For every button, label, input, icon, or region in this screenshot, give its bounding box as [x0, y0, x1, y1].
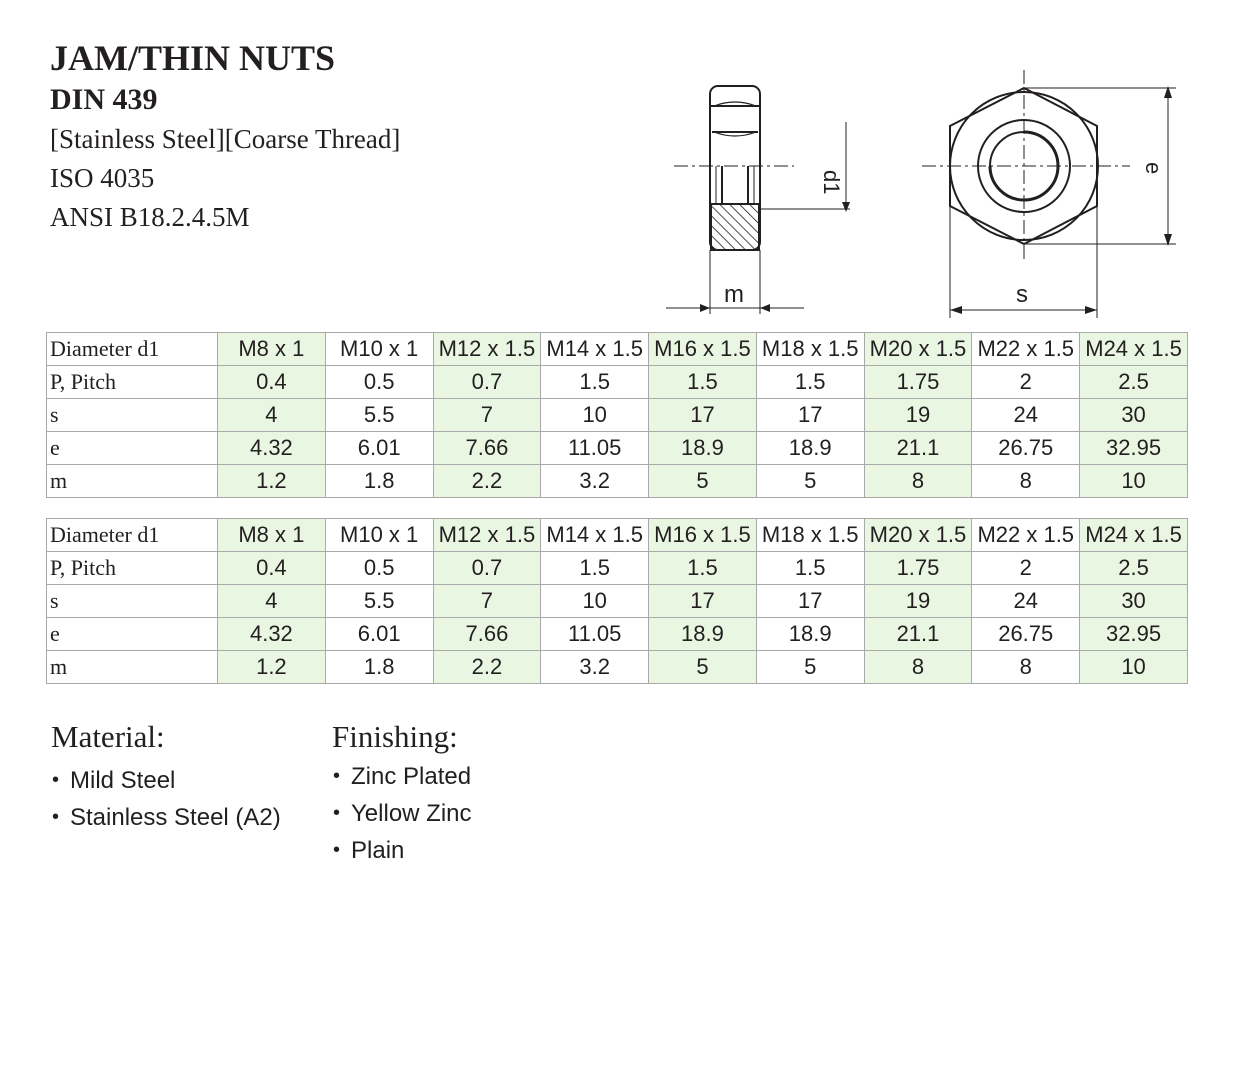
table-cell: 4 [218, 585, 326, 618]
table-cell: 32.95 [1080, 618, 1188, 651]
nut-front-view [922, 70, 1176, 318]
table-cell: 24 [972, 399, 1080, 432]
table-cell: M22 x 1.5 [972, 519, 1080, 552]
table-cell: 7.66 [433, 432, 541, 465]
nut-technical-drawing [660, 66, 1190, 322]
table-cell: 6.01 [325, 432, 433, 465]
table-cell: 1.2 [218, 465, 326, 498]
table-cell: M20 x 1.5 [864, 519, 972, 552]
finishing-heading: Finishing: [332, 719, 458, 754]
table-cell: M8 x 1 [218, 333, 326, 366]
table-cell: 10 [541, 399, 649, 432]
table-cell: 3.2 [541, 651, 649, 684]
table-cell: M18 x 1.5 [756, 333, 864, 366]
label-e: e [1141, 162, 1166, 175]
table-cell: M22 x 1.5 [972, 333, 1080, 366]
table-cell: 1.8 [325, 465, 433, 498]
table-cell: M10 x 1 [325, 333, 433, 366]
table-cell: 3.2 [541, 465, 649, 498]
table-cell: 2.5 [1080, 366, 1188, 399]
row-label: m [47, 465, 218, 498]
table-cell: 18.9 [756, 618, 864, 651]
table-cell: 19 [864, 399, 972, 432]
bullet-icon: • [52, 769, 60, 791]
table-cell: 5 [649, 465, 757, 498]
label-m: m [724, 281, 744, 308]
row-label: s [47, 585, 218, 618]
table-row [47, 432, 1188, 465]
table-cell: 4.32 [218, 618, 326, 651]
material-thread-line: [Stainless Steel][Coarse Thread] [50, 124, 401, 154]
table-cell: 0.7 [433, 552, 541, 585]
table-cell: M12 x 1.5 [433, 519, 541, 552]
table-cell: 1.5 [541, 552, 649, 585]
table-cell: M16 x 1.5 [649, 333, 757, 366]
table-cell: 17 [756, 585, 864, 618]
table-cell: 5.5 [325, 399, 433, 432]
table-cell: 10 [541, 585, 649, 618]
table-cell: 8 [972, 651, 1080, 684]
list-item: • Plain [332, 832, 472, 869]
table-cell: 5 [756, 465, 864, 498]
table-row [47, 399, 1188, 432]
list-item: • Zinc Plated [332, 758, 472, 795]
table-cell: 18.9 [649, 432, 757, 465]
row-label: s [47, 399, 218, 432]
finishing-list [332, 758, 472, 869]
table-cell: 2.2 [433, 465, 541, 498]
material-section [51, 718, 281, 836]
table-cell: 8 [864, 465, 972, 498]
material-heading: Material: [51, 719, 165, 754]
table-cell: 11.05 [541, 618, 649, 651]
table-cell: 2.5 [1080, 552, 1188, 585]
list-item: • Stainless Steel (A2) [51, 799, 281, 836]
table-cell: 7 [433, 399, 541, 432]
table-cell: 1.8 [325, 651, 433, 684]
table-cell: M14 x 1.5 [541, 519, 649, 552]
table-cell: M16 x 1.5 [649, 519, 757, 552]
page-title: JAM/THIN NUTS [50, 38, 336, 78]
bullet-icon: • [333, 839, 341, 861]
table-cell: 0.5 [325, 552, 433, 585]
table-cell: M10 x 1 [325, 519, 433, 552]
table-cell: 17 [649, 399, 757, 432]
row-label: m [47, 651, 218, 684]
label-d1: d1 [819, 170, 844, 195]
table-cell: 17 [649, 585, 757, 618]
label-s: s [1016, 281, 1028, 308]
table-cell: 7.66 [433, 618, 541, 651]
standard-din: DIN 439 [50, 83, 158, 116]
table-cell: 1.75 [864, 366, 972, 399]
table-cell: 30 [1080, 399, 1188, 432]
bullet-icon: • [333, 802, 341, 824]
table-cell: M24 x 1.5 [1080, 333, 1188, 366]
table-cell: 24 [972, 585, 1080, 618]
table-row [47, 585, 1188, 618]
table-cell: 1.5 [649, 366, 757, 399]
list-item: • Mild Steel [51, 762, 281, 799]
table-row [47, 366, 1188, 399]
table-cell: 18.9 [649, 618, 757, 651]
row-label: e [47, 618, 218, 651]
table-cell: 1.75 [864, 552, 972, 585]
table-cell: 2 [972, 552, 1080, 585]
table-cell: 1.5 [756, 552, 864, 585]
table-cell: 1.5 [756, 366, 864, 399]
iso-standard: ISO 4035 [50, 163, 155, 193]
table-cell: 21.1 [864, 618, 972, 651]
table-cell: 8 [972, 465, 1080, 498]
row-label: P, Pitch [47, 366, 218, 399]
table-cell: 10 [1080, 465, 1188, 498]
table-cell: 19 [864, 585, 972, 618]
table-row [47, 552, 1188, 585]
table-cell: 1.2 [218, 651, 326, 684]
table-cell: 0.5 [325, 366, 433, 399]
table-cell: M8 x 1 [218, 519, 326, 552]
bullet-icon: • [52, 806, 60, 828]
table-cell: M12 x 1.5 [433, 333, 541, 366]
spec-table-1 [46, 332, 1188, 498]
table-cell: 0.7 [433, 366, 541, 399]
table-cell: 10 [1080, 651, 1188, 684]
finishing-section [332, 718, 472, 869]
table-row [47, 651, 1188, 684]
table-cell: 17 [756, 399, 864, 432]
table-cell: 32.95 [1080, 432, 1188, 465]
row-label: P, Pitch [47, 552, 218, 585]
table-cell: 1.5 [649, 552, 757, 585]
table-cell: M18 x 1.5 [756, 519, 864, 552]
bullet-icon: • [333, 765, 341, 787]
table-cell: 4 [218, 399, 326, 432]
table-cell: 30 [1080, 585, 1188, 618]
row-label: e [47, 432, 218, 465]
table-cell: M20 x 1.5 [864, 333, 972, 366]
table-cell: 7 [433, 585, 541, 618]
table-cell: 11.05 [541, 432, 649, 465]
table-cell: 26.75 [972, 432, 1080, 465]
table-row [47, 519, 1188, 552]
table-cell: M14 x 1.5 [541, 333, 649, 366]
table-cell: 5.5 [325, 585, 433, 618]
table-cell: 5 [756, 651, 864, 684]
table-cell: 18.9 [756, 432, 864, 465]
table-cell: 0.4 [218, 366, 326, 399]
row-label: Diameter d1 [47, 519, 218, 552]
ansi-standard: ANSI B18.2.4.5M [50, 202, 250, 232]
table-cell: 2 [972, 366, 1080, 399]
table-cell: 4.32 [218, 432, 326, 465]
row-label: Diameter d1 [47, 333, 218, 366]
table-cell: M24 x 1.5 [1080, 519, 1188, 552]
table-cell: 26.75 [972, 618, 1080, 651]
table-cell: 21.1 [864, 432, 972, 465]
nut-side-view [666, 86, 850, 314]
table-row [47, 333, 1188, 366]
material-list [51, 762, 281, 836]
table-cell: 5 [649, 651, 757, 684]
table-cell: 0.4 [218, 552, 326, 585]
table-row [47, 465, 1188, 498]
table-cell: 1.5 [541, 366, 649, 399]
list-item: • Yellow Zinc [332, 795, 472, 832]
table-cell: 2.2 [433, 651, 541, 684]
header [50, 36, 400, 237]
table-cell: 6.01 [325, 618, 433, 651]
table-row [47, 618, 1188, 651]
spec-table-2 [46, 518, 1188, 684]
table-cell: 8 [864, 651, 972, 684]
